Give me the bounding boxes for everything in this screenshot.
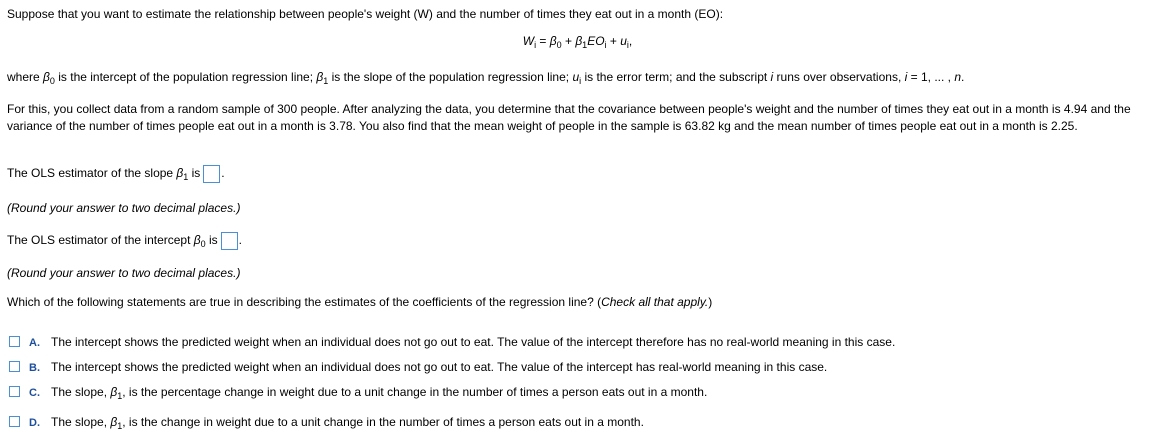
round-note-slope: (Round your answer to two decimal places.) <box>7 201 241 215</box>
intercept-answer-input[interactable] <box>221 232 238 250</box>
intercept-question: The OLS estimator of the intercept $\beta_0$ is . <box>7 233 242 250</box>
slope-answer-input[interactable] <box>203 165 220 183</box>
option-d-letter: D. <box>29 417 40 429</box>
option-d-text: The slope, $\beta_1$, is the change in weight due to a unit change in the number of times a person eats out in a month. <box>51 415 644 431</box>
round-note-intercept: (Round your answer to two decimal places.) <box>7 266 241 280</box>
option-c-text: The slope, $\beta_1$, is the percentage change in weight due to a unit change in the number of times a person eats out in a month. <box>51 385 708 401</box>
statements-question: Which of the following statements are true in describing the estimates of the coefficients of the regression line? (Check all that apply.) <box>7 295 713 309</box>
data-description: For this, you collect data from a random sample of 300 people. After analyzing the data, you determine that the covariance between people's weight and the number of times they eat out in a month is 4.94 and the variance of the number of times people eat out in a month is 3.78. You also find that the mean weight of people in the sample is 63.82 kg and the mean number of times people eat out in a month is 2.25. <box>7 102 1131 133</box>
option-b-text: The intercept shows the predicted weight when an individual does not go out to eat. The value of the intercept has real-world meaning in this case. <box>51 360 828 374</box>
option-a-text: The intercept shows the predicted weight when an individual does not go out to eat. The value of the intercept therefore has no real-world meaning in this case. <box>51 335 896 349</box>
option-c-checkbox[interactable] <box>9 386 20 397</box>
option-d-checkbox[interactable] <box>9 416 20 427</box>
option-b-checkbox[interactable] <box>9 361 20 372</box>
question-intro: Suppose that you want to estimate the relationship between people's weight (W) and the number of times they eat out in a month (EO): <box>7 7 724 21</box>
regression-equation: $W_i = \beta_0 + \beta_1EO_i + u_i$, <box>522 34 633 50</box>
option-a-checkbox[interactable] <box>9 336 20 347</box>
variable-definitions: where $\beta_0$ is the intercept of the population regression line; $\beta_1$ is the slope of the population regression line; $u_i$ is the error term; and the subscript i runs over observations, i = 1, ... , n. <box>7 70 965 86</box>
option-b-letter: B. <box>29 362 40 374</box>
option-a-letter: A. <box>29 337 40 349</box>
slope-question: The OLS estimator of the slope $\beta_1$ is . <box>7 166 225 183</box>
option-c-letter: C. <box>29 387 40 399</box>
